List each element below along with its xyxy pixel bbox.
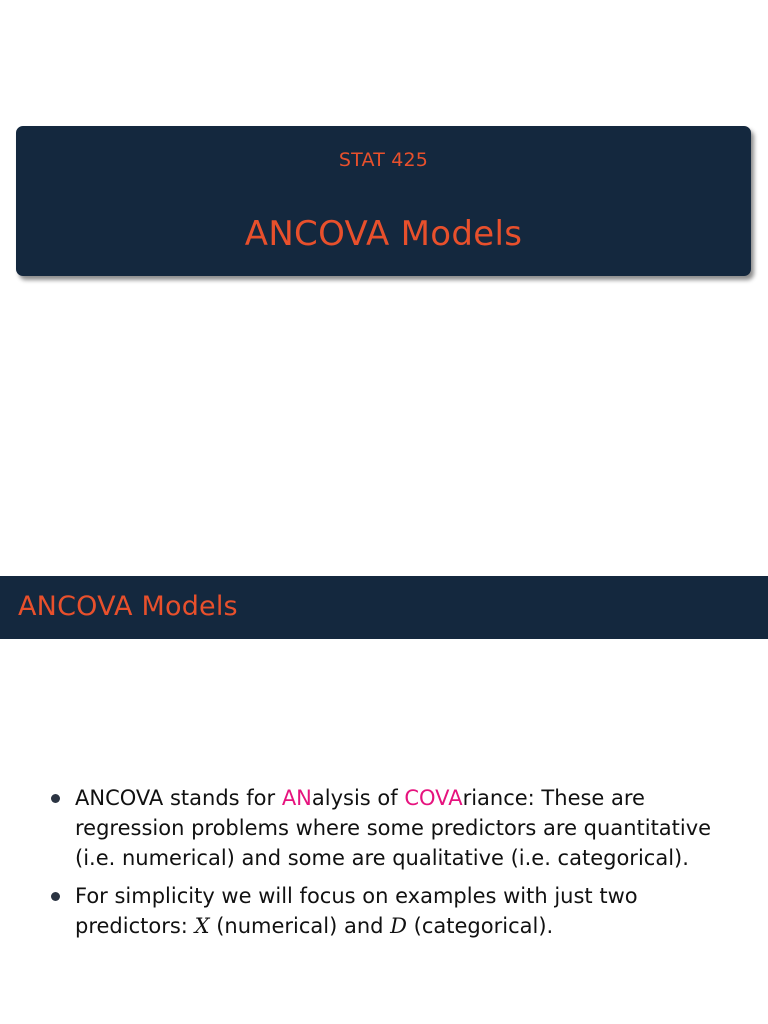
bullet-text: For simplicity we will focus on examples with just two predictors: (75, 884, 638, 938)
highlight-cova: COVA (404, 786, 463, 810)
bullet-dot-icon (51, 892, 60, 901)
course-label: STAT 425 (338, 149, 429, 171)
bullet-text: (numerical) and (209, 914, 391, 938)
math-variable-d: D (390, 914, 407, 938)
bullet-item-two-predictors (50, 881, 755, 941)
bullet-list (50, 783, 755, 949)
bullet-text: (categorical). (407, 914, 554, 938)
title-block (16, 126, 751, 276)
highlight-an: AN (281, 786, 312, 810)
frame-title: ANCOVA Models (18, 591, 238, 622)
presentation-title: ANCOVA Models (244, 214, 523, 254)
bullet-text: alysis of (311, 786, 405, 810)
bullet-dot-icon (51, 794, 60, 803)
frame-header (0, 576, 768, 639)
bullet-item-ancova-definition (50, 783, 755, 873)
math-variable-x: X (194, 914, 210, 938)
bullet-text: riance: These are regression problems where some predictors are quantitative (i.e. numerical) and some are qualitative (i.e. categorical). (75, 786, 712, 870)
bullet-text: ANCOVA stands for (75, 786, 282, 810)
